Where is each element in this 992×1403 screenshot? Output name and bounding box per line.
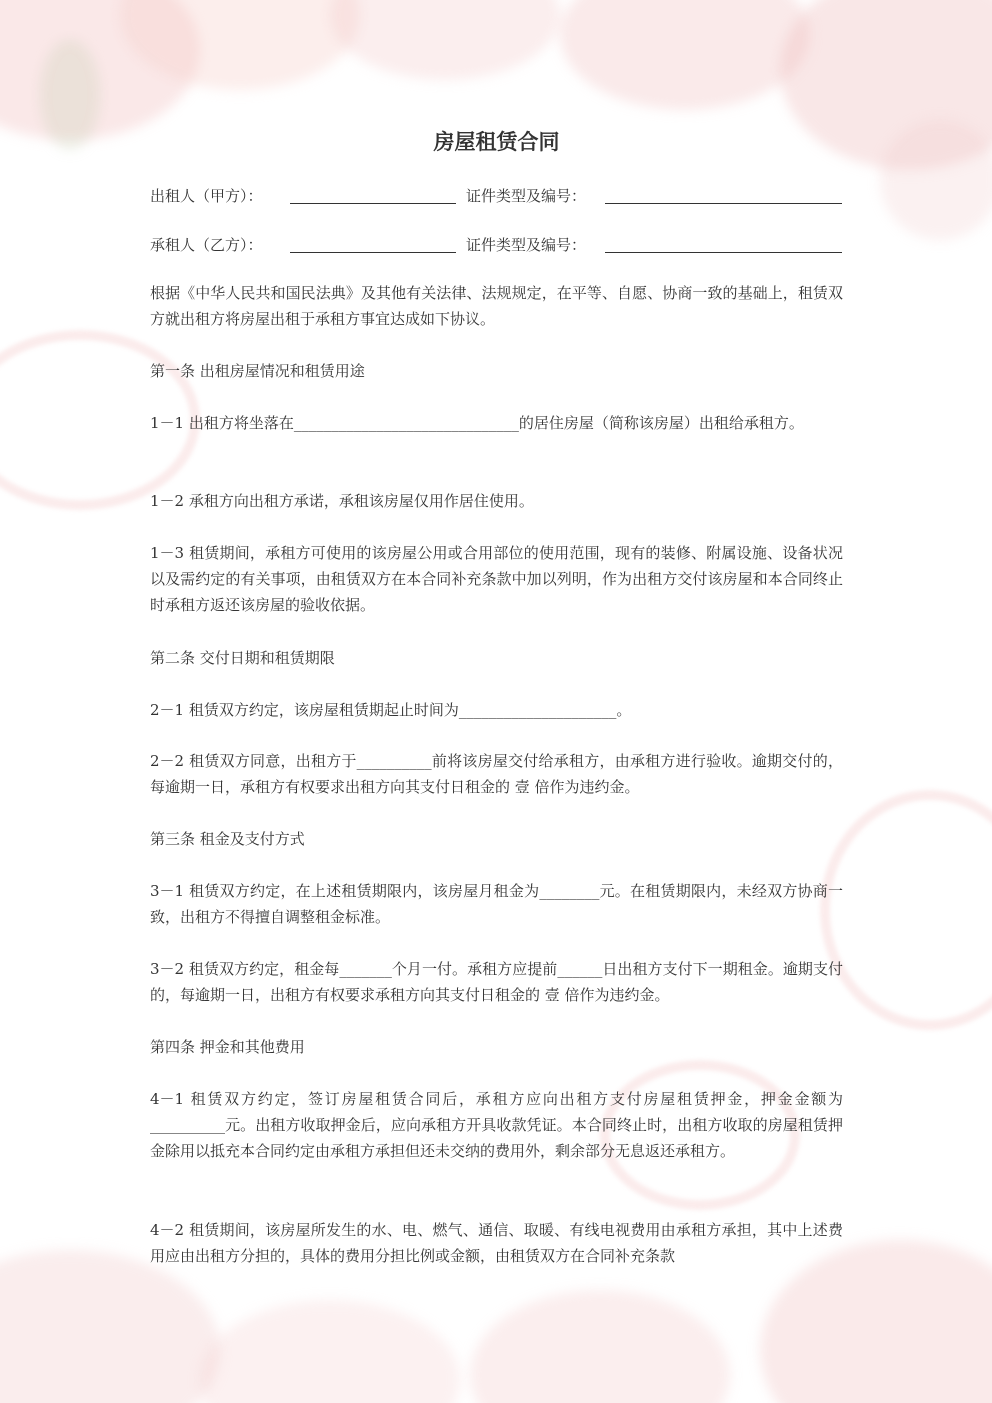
clause-4-2: 4－2 租赁期间，该房屋所发生的水、电、燃气、通信、取暖、有线电视费用由承租方承担，其中上述费用应由出租方分担的，具体的费用分担比例或金额，由租赁双方在合同补充条款 xyxy=(150,1221,843,1265)
article-4-heading: 第四条 押金和其他费用 xyxy=(150,1038,305,1056)
lessee-label: 承租人（乙方）： xyxy=(150,236,263,254)
lessee-id-blank[interactable] xyxy=(605,252,842,253)
clause-2-2: 2－2 租赁双方同意，出租方于__________前将该房屋交付给承租方，由承租方进行验收。逾期交付的，每逾期一日，承租方有权要求出租方向其支付日租金的 壹 倍作为违约金。 xyxy=(150,752,843,796)
clause-1-1: 1－1 出租方将坐落在______________________________的居住房屋（简称该房屋）出租给承租方。 xyxy=(150,414,804,432)
clause-1-3: 1－3 租赁期间，承租方可使用的该房屋公用或合用部位的使用范围，现有的装修、附属设施、设备状况以及需约定的有关事项，由租赁双方在本合同补充条款中加以列明，作为出租方交付该房屋和本合同终止时承租方返还该房屋的验收依据。 xyxy=(150,544,843,614)
document-title: 房屋租赁合同 xyxy=(433,130,560,154)
lessor-row xyxy=(150,183,843,209)
clause-2-1: 2－1 租赁双方约定，该房屋租赁期起止时间为_____________________。 xyxy=(150,701,632,719)
lessee-id-label: 证件类型及编号： xyxy=(466,236,587,254)
intro-paragraph: 根据《中华人民共和国民法典》及其他有关法律、法规规定，在平等、自愿、协商一致的基础上，租赁双方就出租方将房屋出租于承租方事宜达成如下协议。 xyxy=(150,284,843,328)
clause-3-2: 3－2 租赁双方约定，租金每_______个月一付。承租方应提前______日出租方支付下一期租金。逾期支付的，每逾期一日，出租方有权要求承租方向其支付日租金的 壹 倍作为违约金。 xyxy=(150,960,843,1004)
lessee-name-blank[interactable] xyxy=(290,252,456,253)
lessor-id-label: 证件类型及编号： xyxy=(466,187,587,205)
clause-4-1: 4－1 租赁双方约定，签订房屋租赁合同后，承租方应向出租方支付房屋租赁押金，押金金额为__________元。出租方收取押金后，应向承租方开具收款凭证。本合同终止时，出租方收取的房屋租赁押金除用以抵充本合同约定由承租方承担但还未交纳的费用外，剩余部分无息返还承租方。 xyxy=(150,1090,843,1160)
lessee-row xyxy=(150,232,843,258)
lessor-label: 出租人（甲方）： xyxy=(150,187,263,205)
article-1-heading: 第一条 出租房屋情况和租赁用途 xyxy=(150,362,365,380)
clause-1-2: 1－2 承租方向出租方承诺，承租该房屋仅用作居住使用。 xyxy=(150,492,534,510)
lessor-name-blank[interactable] xyxy=(290,203,456,204)
clause-3-1: 3－1 租赁双方约定，在上述租赁期限内，该房屋月租金为________元。在租赁期限内，未经双方协商一致，出租方不得擅自调整租金标准。 xyxy=(150,882,843,926)
article-2-heading: 第二条 交付日期和租赁期限 xyxy=(150,649,335,667)
article-3-heading: 第三条 租金及支付方式 xyxy=(150,830,305,848)
lessor-id-blank[interactable] xyxy=(605,203,842,204)
